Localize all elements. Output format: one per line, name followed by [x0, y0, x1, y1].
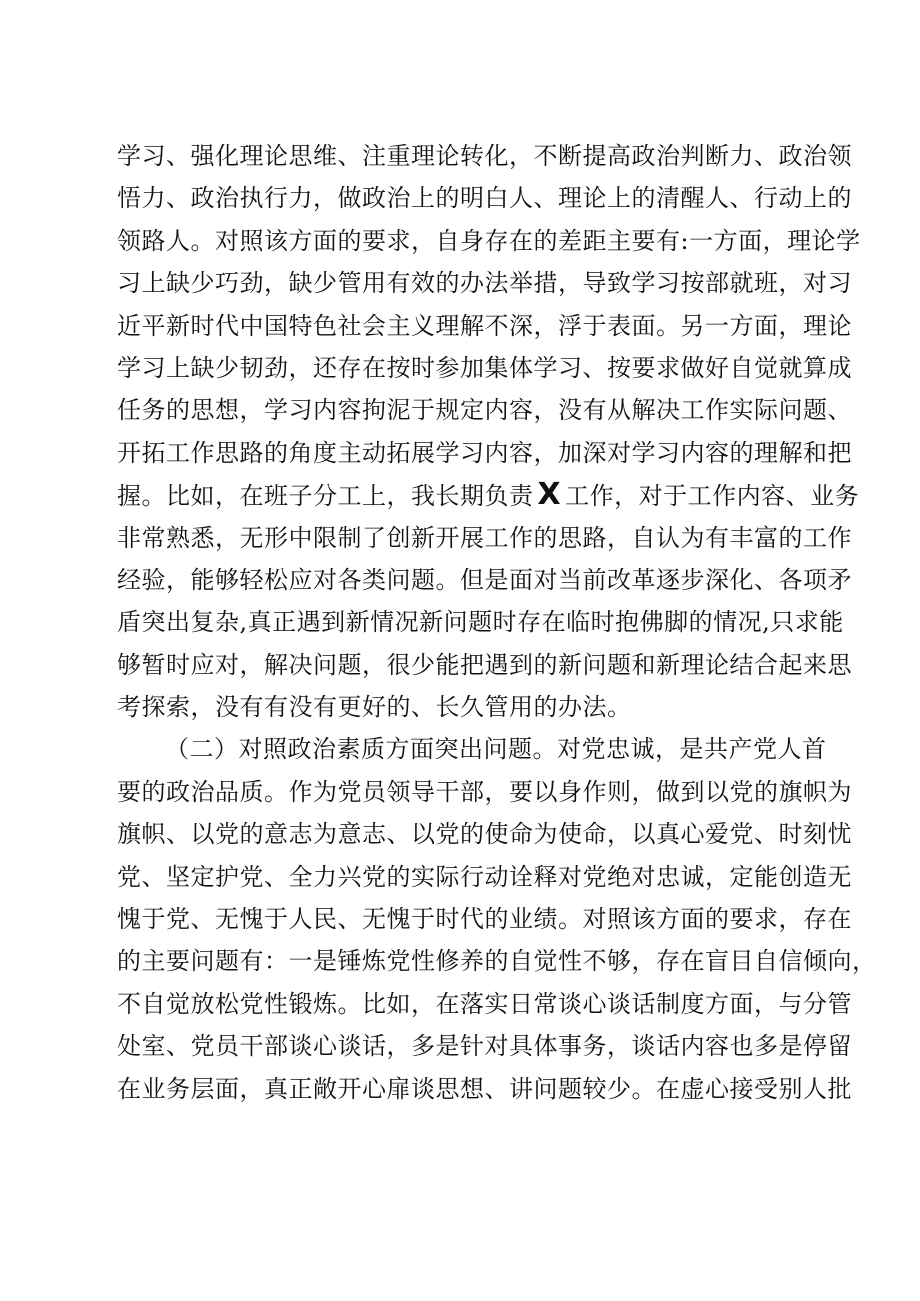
- text-line: 愧于党、无愧于人民、无愧于时代的业绩。对照该方面的要求，存在: [117, 905, 852, 934]
- text-line: 经验，能够轻松应对各类问题。但是面对当前改革逐步深化、各项矛: [117, 565, 852, 594]
- text-line: 考探索，没有有没有更好的、长久管用的办法。: [117, 693, 632, 722]
- text-line-with-placeholder: [117, 474, 860, 516]
- text-line: 在业务层面，真正敞开心扉谈思想、讲问题较少。在虚心接受别人批: [117, 1074, 852, 1103]
- text-line: 近平新时代中国特色社会主义理解不深，浮于表面。另一方面，理论: [117, 311, 852, 340]
- placeholder-x-mark: X: [537, 477, 562, 513]
- text-line: 非常熟悉，无形中限制了创新开展工作的思路，自认为有丰富的工作: [117, 523, 852, 552]
- text-line: 任务的思想，学习内容拘泥于规定内容，没有从解决工作实际问题、: [117, 396, 852, 425]
- text-segment: 工作，对于工作内容、业务: [565, 482, 860, 511]
- text-line: 悟力、政治执行力，做政治上的明白人、理论上的清醒人、行动上的: [117, 184, 852, 213]
- text-segment: 握。比如，在班子分工上，我长期负责: [117, 482, 534, 511]
- text-line: 开拓工作思路的角度主动拓展学习内容，加深对学习内容的理解和把: [117, 438, 852, 467]
- section-heading-line: （二）对照政治素质方面突出问题。对党忠诚，是共产党人首: [165, 735, 827, 764]
- text-line: 学习、强化理论思维、注重理论转化，不断提高政治判断力、政治领: [117, 142, 852, 170]
- text-line: 不自觉放松党性锻炼。比如，在落实日常谈心谈话制度方面，与分管: [117, 989, 852, 1018]
- text-line: 领路人。对照该方面的要求，自身存在的差距主要有:一方面，理论学: [117, 226, 861, 255]
- text-line: 学习上缺少韧劲，还存在按时参加集体学习、按要求做好自觉就算成: [117, 353, 852, 382]
- text-line: 要的政治品质。作为党员领导干部，要以身作则，做到以党的旗帜为: [117, 777, 852, 806]
- text-line: 够暂时应对，解决问题，很少能把遇到的新问题和新理论结合起来思: [117, 650, 852, 679]
- text-line: 党、坚定护党、全力兴党的实际行动诠释对党绝对忠诚，定能创造无: [117, 862, 852, 891]
- text-line: 盾突出复杂,真正遇到新情况新问题时存在临时抱佛脚的情况,只求能: [117, 608, 844, 637]
- text-line: 习上缺少巧劲，缺少管用有效的办法举措，导致学习按部就班，对习: [117, 269, 852, 298]
- text-line: 旗帜、以党的意志为意志、以党的使命为使命，以真心爱党、时刻忧: [117, 820, 852, 849]
- text-line: 处室、党员干部谈心谈话，多是针对具体事务，谈话内容也多是停留: [117, 1032, 852, 1061]
- text-line: 的主要问题有：一是锤炼党性修养的自觉性不够，存在盲目自信倾向，: [117, 947, 877, 976]
- document-body: [117, 135, 877, 1110]
